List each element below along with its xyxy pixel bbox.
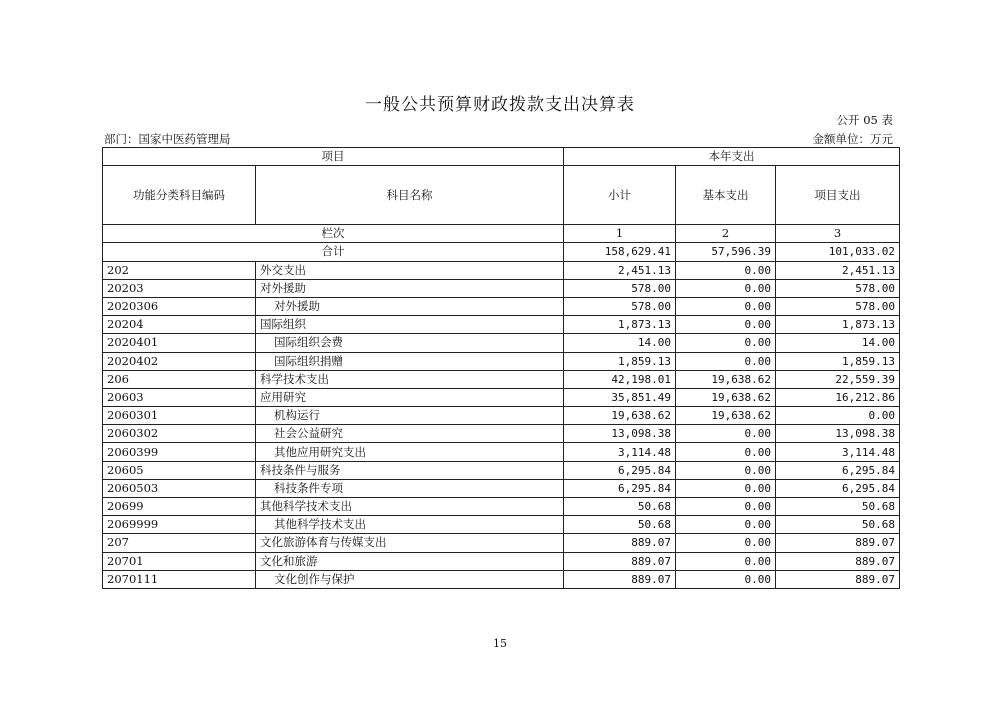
basic-header: 基本支出 <box>676 166 776 225</box>
row-subtotal: 889.07 <box>564 570 676 588</box>
row-name: 对外援助 <box>256 297 564 315</box>
row-project: 1,859.13 <box>776 352 900 370</box>
column-index-1: 1 <box>564 225 676 243</box>
row-subtotal: 889.07 <box>564 552 676 570</box>
row-basic: 0.00 <box>676 316 776 334</box>
row-name: 科学技术支出 <box>256 370 564 388</box>
row-project: 50.68 <box>776 498 900 516</box>
table-row <box>103 388 900 406</box>
total-row <box>103 243 900 261</box>
row-code: 207 <box>103 534 256 552</box>
row-subtotal: 2,451.13 <box>564 261 676 279</box>
row-subtotal: 6,295.84 <box>564 479 676 497</box>
row-project: 1,873.13 <box>776 316 900 334</box>
unit-label: 金额单位：万元 <box>812 132 893 146</box>
row-name: 科技条件专项 <box>256 479 564 497</box>
table-row <box>103 297 900 315</box>
table-row <box>103 352 900 370</box>
budget-table <box>102 147 900 589</box>
row-basic: 0.00 <box>676 279 776 297</box>
row-name: 机构运行 <box>256 407 564 425</box>
table-row <box>103 461 900 479</box>
table-row <box>103 370 900 388</box>
row-basic: 0.00 <box>676 479 776 497</box>
subtotal-header: 小计 <box>564 166 676 225</box>
row-name: 国际组织会费 <box>256 334 564 352</box>
row-basic: 0.00 <box>676 498 776 516</box>
item-header: 项目 <box>103 148 564 166</box>
row-subtotal: 50.68 <box>564 516 676 534</box>
row-name: 对外援助 <box>256 279 564 297</box>
total-project: 101,033.02 <box>776 243 900 261</box>
project-header: 项目支出 <box>776 166 900 225</box>
row-name: 外交支出 <box>256 261 564 279</box>
row-basic: 0.00 <box>676 461 776 479</box>
row-project: 0.00 <box>776 407 900 425</box>
row-subtotal: 13,098.38 <box>564 425 676 443</box>
row-code: 2069999 <box>103 516 256 534</box>
row-code: 2020306 <box>103 297 256 315</box>
row-basic: 0.00 <box>676 334 776 352</box>
row-code: 20699 <box>103 498 256 516</box>
row-basic: 19,638.62 <box>676 388 776 406</box>
row-name: 国际组织 <box>256 316 564 334</box>
table-row <box>103 407 900 425</box>
table-row <box>103 570 900 588</box>
row-code: 2060503 <box>103 479 256 497</box>
name-header: 科目名称 <box>256 166 564 225</box>
row-subtotal: 1,859.13 <box>564 352 676 370</box>
row-project: 889.07 <box>776 570 900 588</box>
row-code: 20204 <box>103 316 256 334</box>
row-project: 50.68 <box>776 516 900 534</box>
row-code: 206 <box>103 370 256 388</box>
column-index-2: 2 <box>676 225 776 243</box>
row-basic: 0.00 <box>676 570 776 588</box>
row-code: 2060399 <box>103 443 256 461</box>
code-header: 功能分类科目编码 <box>103 166 256 225</box>
row-name: 应用研究 <box>256 388 564 406</box>
total-basic: 57,596.39 <box>676 243 776 261</box>
row-project: 578.00 <box>776 279 900 297</box>
row-code: 20605 <box>103 461 256 479</box>
current-year-header: 本年支出 <box>564 148 900 166</box>
table-row <box>103 534 900 552</box>
row-name: 科技条件与服务 <box>256 461 564 479</box>
row-name: 其他科学技术支出 <box>256 516 564 534</box>
total-subtotal: 158,629.41 <box>564 243 676 261</box>
row-project: 6,295.84 <box>776 479 900 497</box>
row-name: 其他应用研究支出 <box>256 443 564 461</box>
row-name: 国际组织捐赠 <box>256 352 564 370</box>
row-subtotal: 889.07 <box>564 534 676 552</box>
column-index-row <box>103 225 900 243</box>
table-row <box>103 498 900 516</box>
row-basic: 0.00 <box>676 534 776 552</box>
row-code: 20701 <box>103 552 256 570</box>
page-number: 15 <box>493 637 507 650</box>
row-name: 文化创作与保护 <box>256 570 564 588</box>
row-basic: 0.00 <box>676 352 776 370</box>
row-code: 2070111 <box>103 570 256 588</box>
row-code: 2020401 <box>103 334 256 352</box>
row-code: 20203 <box>103 279 256 297</box>
row-subtotal: 578.00 <box>564 297 676 315</box>
table-row <box>103 479 900 497</box>
row-subtotal: 3,114.48 <box>564 443 676 461</box>
row-project: 14.00 <box>776 334 900 352</box>
row-project: 22,559.39 <box>776 370 900 388</box>
row-subtotal: 1,873.13 <box>564 316 676 334</box>
table-row <box>103 261 900 279</box>
row-project: 6,295.84 <box>776 461 900 479</box>
department-label: 部门：国家中医药管理局 <box>104 132 231 146</box>
header-row-2 <box>103 166 900 225</box>
row-basic: 0.00 <box>676 425 776 443</box>
row-name: 文化和旅游 <box>256 552 564 570</box>
row-subtotal: 42,198.01 <box>564 370 676 388</box>
row-project: 16,212.86 <box>776 388 900 406</box>
row-subtotal: 19,638.62 <box>564 407 676 425</box>
column-index-3: 3 <box>776 225 900 243</box>
total-label: 合计 <box>103 243 564 261</box>
row-code: 2060302 <box>103 425 256 443</box>
row-code: 2020402 <box>103 352 256 370</box>
row-basic: 0.00 <box>676 552 776 570</box>
row-subtotal: 50.68 <box>564 498 676 516</box>
row-subtotal: 35,851.49 <box>564 388 676 406</box>
table-row <box>103 443 900 461</box>
row-project: 13,098.38 <box>776 425 900 443</box>
row-basic: 0.00 <box>676 297 776 315</box>
table-row <box>103 516 900 534</box>
row-name: 其他科学技术支出 <box>256 498 564 516</box>
row-project: 3,114.48 <box>776 443 900 461</box>
row-name: 社会公益研究 <box>256 425 564 443</box>
row-basic: 19,638.62 <box>676 370 776 388</box>
row-code: 20603 <box>103 388 256 406</box>
table-row <box>103 316 900 334</box>
row-basic: 0.00 <box>676 516 776 534</box>
row-basic: 0.00 <box>676 443 776 461</box>
row-basic: 19,638.62 <box>676 407 776 425</box>
row-project: 889.07 <box>776 534 900 552</box>
row-subtotal: 6,295.84 <box>564 461 676 479</box>
row-basic: 0.00 <box>676 261 776 279</box>
table-row <box>103 552 900 570</box>
table-row <box>103 279 900 297</box>
table-row <box>103 425 900 443</box>
form-number: 公开 05 表 <box>836 113 893 127</box>
row-project: 578.00 <box>776 297 900 315</box>
row-code: 202 <box>103 261 256 279</box>
row-subtotal: 14.00 <box>564 334 676 352</box>
row-project: 2,451.13 <box>776 261 900 279</box>
page-title: 一般公共预算财政拨款支出决算表 <box>365 95 635 115</box>
row-subtotal: 578.00 <box>564 279 676 297</box>
header-row-1 <box>103 148 900 166</box>
row-code: 2060301 <box>103 407 256 425</box>
row-name: 文化旅游体育与传媒支出 <box>256 534 564 552</box>
table-row <box>103 334 900 352</box>
column-index-label: 栏次 <box>103 225 564 243</box>
row-project: 889.07 <box>776 552 900 570</box>
